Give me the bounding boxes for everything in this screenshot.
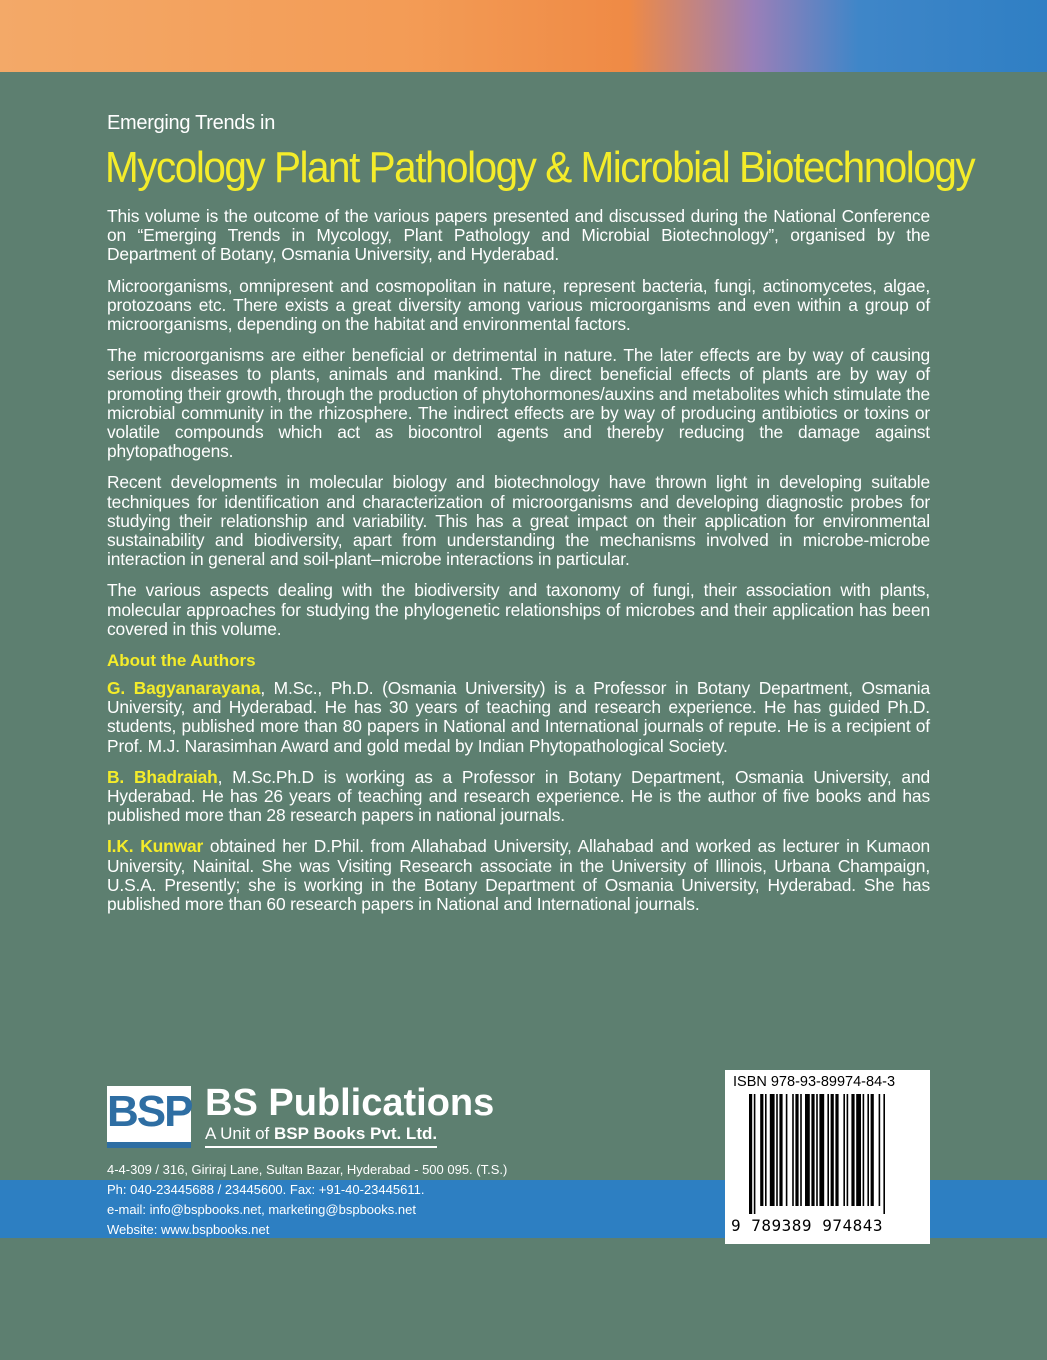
isbn-label: ISBN 978-93-89974-84-3 xyxy=(733,1074,896,1090)
book-title: Mycology Plant Pathology & Microbial Biotechnology xyxy=(105,143,975,192)
author-name: G. Bagyanarayana xyxy=(107,678,261,699)
barcode-digits: 9 789389 974843 xyxy=(731,1216,883,1235)
bsp-logo: BSP xyxy=(107,1086,191,1148)
author-description: obtained her D.Phil. from Allahabad University, Allahabad and worked as lecturer in Kumaon University, Nainital. She was Visiting Research associate in the University of Illinois, Urbana Champaign, U.S.A. Presently; she is working in the Botany Department of Osmania University, Hyderabad. She has published more than 60 research papers in National and International journals. xyxy=(107,836,930,915)
isbn-barcode-box xyxy=(725,1070,930,1244)
author-name: B. Bhadraiah xyxy=(107,766,218,787)
publisher-unit-name: BSP Books Pvt. Ltd. xyxy=(273,1124,438,1143)
publisher-email: e-mail: info@bspbooks.net, marketing@bspbooks.net xyxy=(107,1202,416,1217)
paragraph-effects: The microorganisms are either beneficial or detrimental in nature. The later effects are by way of causing serious diseases to plants, animals and mankind. The direct beneficial effects of plants are by way of promoting their growth, through the production of phytohormones/auxins and metabolites which stimulate the microbial community in the rhizosphere. The indirect effects are by way of producing antibiotics or toxins or volatile compounds which act as biocontrol agents and thereby reducing the damage against phytopathogens. xyxy=(107,345,930,462)
author-bio xyxy=(107,768,930,826)
top-color-band xyxy=(0,0,1047,72)
publisher-phone: Ph: 040-23445688 / 23445600. Fax: +91-40-23445611. xyxy=(107,1182,425,1197)
series-kicker: Emerging Trends in xyxy=(107,112,276,134)
author-bio xyxy=(107,679,930,756)
publisher-contact xyxy=(107,1160,507,1240)
paragraph-aspects: The various aspects dealing with the biodiversity and taxonomy of fungi, their association with plants, molecular approaches for studying the phylogenetic relationships of microbes and their application has been covered in this volume. xyxy=(107,580,930,639)
author-description: , M.Sc., Ph.D. (Osmania University) is a Professor in Botany Department, Osmania University, and Hyderabad. He has 30 years of teaching and research experience. He has guided Ph.D. students, published more than 80 papers in National and International journals of repute. He is a recipient of Prof. M.J. Narasimhan Award and gold medal by Indian Phytopathological Society. xyxy=(107,678,930,756)
author-description: , M.Sc.Ph.D is working as a Professor in Botany Department, Osmania University, and Hyderabad. He has 26 years of teaching and research experience. He is the author of five books and has published more than 28 research papers in national journals. xyxy=(107,766,930,826)
publisher-name: BS Publications xyxy=(205,1082,495,1124)
publisher-address: 4-4-309 / 316, Giriraj Lane, Sultan Bazar, Hyderabad - 500 095. (T.S.) xyxy=(107,1162,508,1177)
paragraph-developments: Recent developments in molecular biology and biotechnology have thrown light in developing suitable techniques for identification and characterization of microorganisms and developing diagnostic probes for studying their relationship and variability. This has a great impact on their application for environmental sustainability and biodiversity, apart from understanding the mechanisms involved in microbe-microbe interaction in general and soil-plant–microbe interactions in particular. xyxy=(107,472,930,570)
barcode-icon xyxy=(749,1094,925,1214)
paragraph-microorganisms: Microorganisms, omnipresent and cosmopolitan in nature, represent bacteria, fungi, actinomycetes, algae, protozoans etc. There exists a great diversity among various microorganisms and even within a group of microorganisms, depending on the habitat and environmental factors. xyxy=(107,275,930,335)
publisher-unit-prefix: A Unit of xyxy=(205,1124,274,1143)
publisher-block xyxy=(107,1082,527,1152)
author-name: I.K. Kunwar xyxy=(107,836,204,857)
back-cover-content xyxy=(105,112,975,926)
paragraph-intro: This volume is the outcome of the various papers presented and discussed during the National Conference on “Emerging Trends in Mycology, Plant Pathology and Microbial Biotechnology”, organised by the Department of Botany, Osmania University, and Hyderabad. xyxy=(107,206,930,265)
publisher-unit xyxy=(205,1124,437,1148)
authors-heading: About the Authors xyxy=(107,651,256,671)
publisher-website: Website: www.bspbooks.net xyxy=(107,1222,270,1237)
author-bio xyxy=(107,837,930,914)
